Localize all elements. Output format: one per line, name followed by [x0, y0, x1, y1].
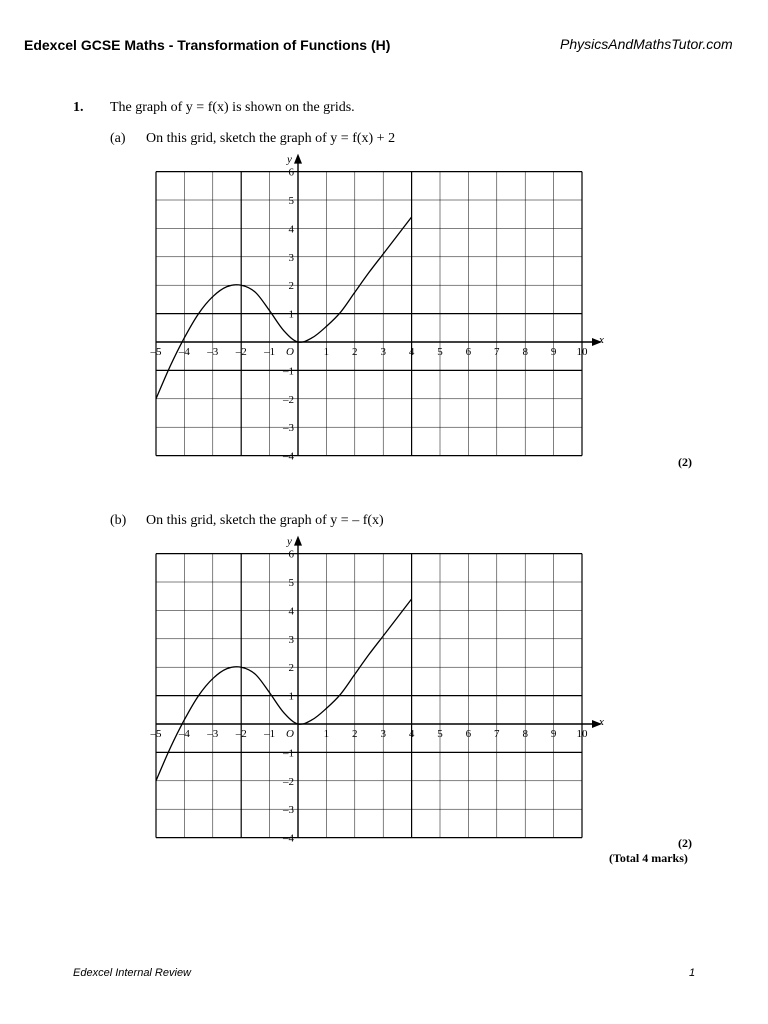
y-tick-label: –1	[283, 365, 294, 378]
y-tick-label: –1	[283, 747, 294, 760]
x-tick-label: 4	[408, 346, 415, 358]
part-b-marks: (2)	[678, 836, 692, 850]
x-tick-label: –3	[207, 728, 219, 740]
x-tick-label: –3	[207, 346, 219, 358]
part-a-text: On this grid, sketch the graph of y = f(x) + 2	[146, 131, 396, 146]
footer-page-number: 1	[689, 967, 696, 979]
y-tick-label: 5	[288, 195, 294, 207]
x-tick-label: –4	[178, 728, 190, 740]
x-tick-label: 10	[576, 728, 588, 740]
origin-label: O	[286, 346, 294, 358]
y-tick-label: 5	[288, 577, 294, 589]
question-number: 1.	[73, 100, 84, 115]
y-tick-label: –3	[283, 804, 294, 817]
footer-source: Edexcel Internal Review	[73, 967, 192, 979]
y-axis-arrow-icon	[294, 536, 302, 546]
y-tick-label: 1	[288, 690, 294, 703]
x-tick-label: 3	[380, 728, 386, 740]
x-tick-label: –4	[178, 346, 190, 358]
y-tick-label: 3	[288, 633, 294, 646]
y-axis-label: y	[287, 535, 292, 548]
y-tick-label: 4	[288, 223, 294, 236]
x-tick-label: –5	[150, 346, 162, 358]
x-tick-label: –2	[235, 728, 247, 740]
x-tick-label: 7	[494, 346, 500, 358]
page-header-site: PhysicsAndMathsTutor.com	[560, 36, 733, 52]
x-tick-label: 8	[522, 728, 528, 740]
x-tick-label: 10	[576, 346, 588, 358]
page-header-title: Edexcel GCSE Maths - Transformation of Functions (H)	[24, 37, 391, 53]
x-tick-label: –1	[264, 728, 276, 740]
x-tick-label: –1	[264, 346, 276, 358]
x-tick-label: 1	[323, 728, 330, 740]
x-tick-label: 7	[494, 728, 500, 740]
x-tick-label: 1	[323, 346, 330, 358]
y-tick-label: –4	[283, 832, 294, 845]
x-tick-label: –2	[235, 346, 247, 358]
y-tick-label: 1	[288, 308, 294, 321]
x-tick-label: 2	[352, 346, 358, 358]
y-tick-label: –3	[283, 422, 294, 435]
x-tick-label: 3	[380, 346, 386, 358]
y-axis-label: y	[287, 153, 292, 166]
x-tick-label: –5	[150, 728, 162, 740]
x-axis-label: x	[599, 334, 604, 346]
x-tick-label: 9	[550, 346, 557, 358]
y-tick-label: –4	[283, 450, 294, 463]
part-b-label: (b)	[110, 513, 127, 528]
x-tick-label: 5	[437, 346, 443, 358]
x-tick-label: 9	[550, 728, 557, 740]
part-a-marks: (2)	[678, 455, 692, 469]
y-tick-label: 6	[288, 166, 294, 179]
part-a-label: (a)	[110, 131, 126, 146]
x-axis-label: x	[599, 716, 604, 728]
question-text: The graph of y = f(x) is shown on the grids.	[110, 100, 355, 115]
x-tick-label: 5	[437, 728, 443, 740]
part-b-text: On this grid, sketch the graph of y = – f(x)	[146, 513, 384, 528]
x-tick-label: 6	[465, 346, 472, 358]
x-tick-label: 4	[408, 728, 415, 740]
y-tick-label: 2	[288, 662, 294, 675]
total-marks: (Total 4 marks)	[609, 851, 688, 865]
y-tick-label: 2	[288, 280, 294, 293]
x-tick-label: 6	[465, 728, 472, 740]
y-tick-label: –2	[283, 393, 294, 406]
y-tick-label: 3	[288, 251, 294, 264]
y-tick-label: 6	[288, 548, 294, 561]
y-tick-label: 4	[288, 605, 294, 618]
origin-label: O	[286, 728, 294, 740]
x-tick-label: 2	[352, 728, 358, 740]
x-tick-label: 8	[522, 346, 528, 358]
y-tick-label: –2	[283, 775, 294, 788]
